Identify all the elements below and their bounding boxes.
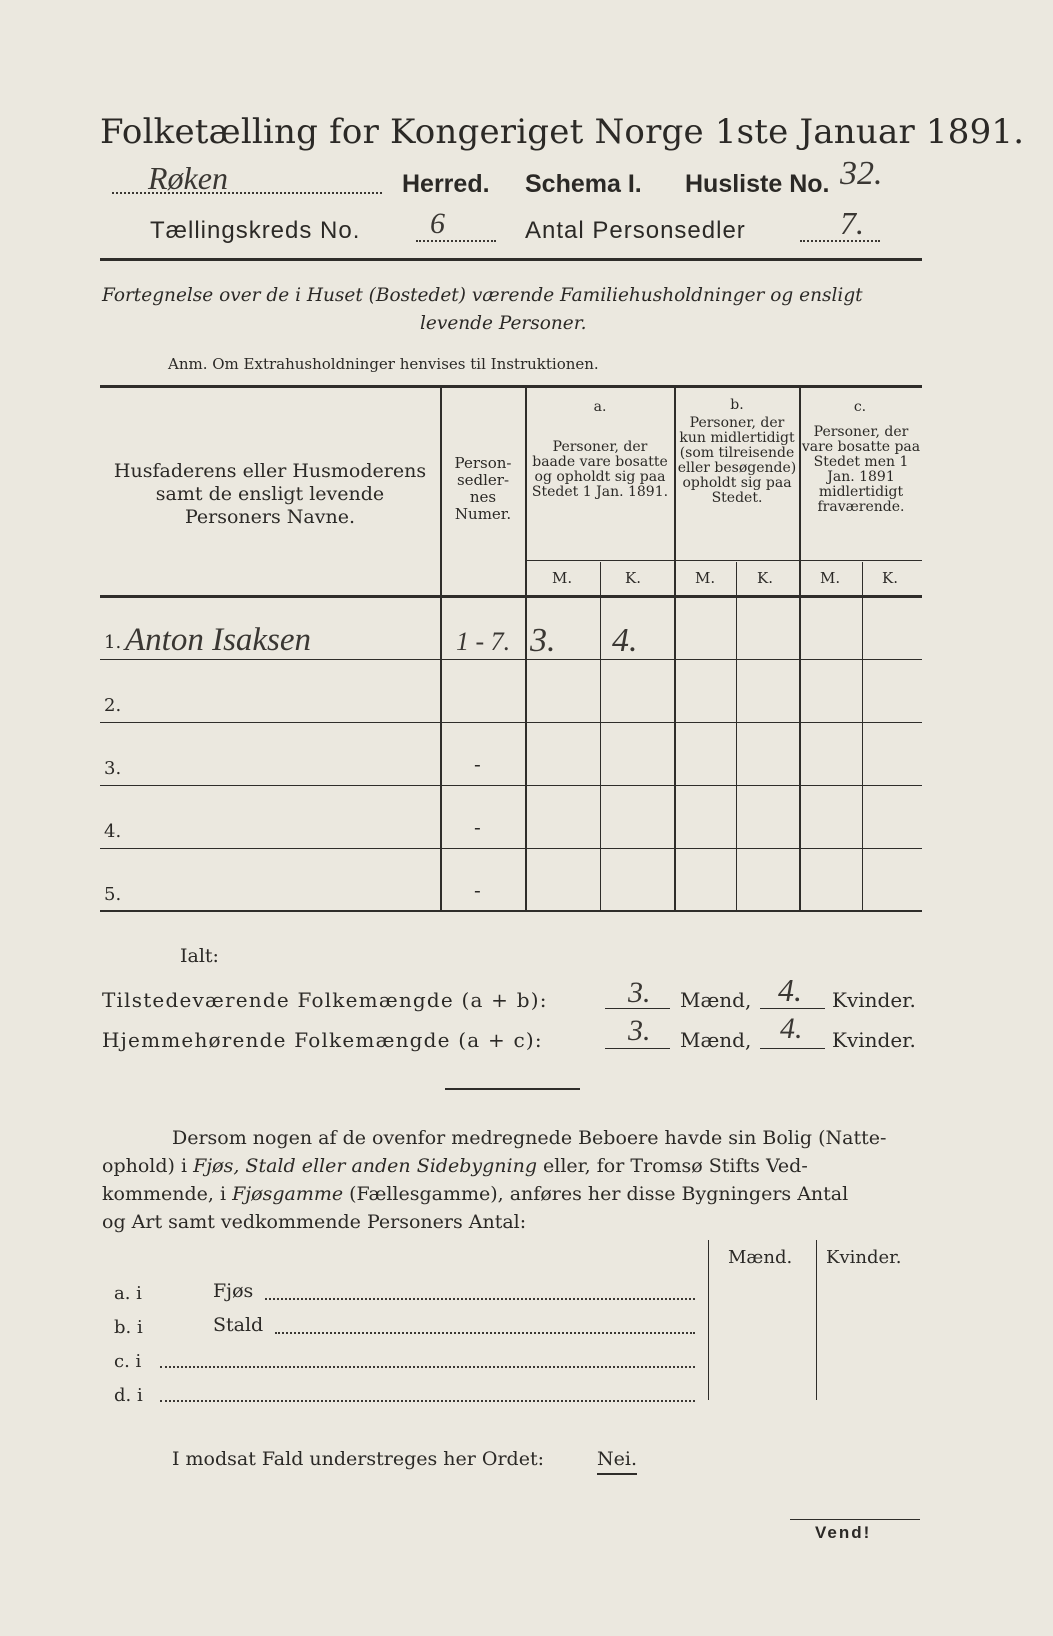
row-number: 1.: [104, 632, 122, 653]
tilstede-maend: Mænd,: [680, 988, 752, 1012]
item-dotline: [265, 1298, 695, 1300]
row-num: -: [474, 878, 481, 902]
intro-line-1: Fortegnelse over de i Huset (Bostedet) værende Familiehusholdninger og ensligt: [102, 285, 863, 306]
hjemme-kvinder: Kvinder.: [832, 1028, 916, 1052]
paragraph-line-3: kommende, i Fjøsgamme (Fællesgamme), anføres her disse Bygningers Antal: [102, 1183, 849, 1205]
row-number: 5.: [104, 884, 122, 905]
vend-label: Vend!: [815, 1523, 872, 1542]
row-a-k: 4.: [612, 622, 638, 659]
col-c-header: Personer, der vare bosatte paa Stedet men 1 Jan. 1891 midlertidigt fraværende.: [801, 424, 921, 515]
row-number: 3.: [104, 758, 122, 779]
kreds-value: 6: [430, 207, 445, 240]
personsedler-label: Antal Personsedler: [525, 217, 746, 244]
c-m-label: M.: [820, 569, 841, 587]
separator-rule: [445, 1088, 580, 1090]
table-vline: [862, 562, 863, 910]
col-name-header: Husfaderens eller Husmoderens samt de ensligt levende Personers Navne.: [113, 460, 427, 528]
form-title: Folketælling for Kongeriget Norge 1ste Januar 1891.: [100, 112, 1025, 152]
paragraph-line-4: og Art samt vedkommende Personers Antal:: [102, 1211, 527, 1233]
col-b-header: Personer, der kun midlertidigt (som tilreisende eller besøgende) opholdt sig paa Stedet.: [677, 415, 797, 506]
buildings-vline: [816, 1240, 817, 1400]
herred-label: Herred.: [402, 170, 490, 198]
header-rule: [100, 258, 922, 261]
kreds-label: Tællingskreds No.: [150, 217, 361, 244]
item-letter: b. i: [114, 1317, 143, 1338]
kreds-dotline: [416, 240, 496, 242]
row-num: -: [474, 752, 481, 776]
row-a-m: 3.: [530, 622, 556, 659]
table-vline: [525, 386, 527, 910]
row-num: 1 - 7.: [456, 627, 511, 656]
kvinder-column-head: Kvinder.: [826, 1247, 902, 1268]
item-letter: a. i: [114, 1283, 142, 1304]
item-letter: c. i: [114, 1351, 142, 1372]
buildings-vline: [708, 1240, 709, 1400]
item-text: Fjøs: [213, 1280, 254, 1302]
tilstede-m-value: 3.: [628, 976, 651, 1009]
table-vline: [440, 386, 442, 910]
nei-word: Nei.: [597, 1448, 637, 1475]
item-letter: d. i: [114, 1385, 143, 1406]
col-a-letter: a.: [593, 399, 607, 415]
vend-rule: [790, 1519, 920, 1520]
row-num: -: [474, 815, 481, 839]
row-rule: [100, 785, 922, 786]
ialt-label: Ialt:: [180, 945, 219, 967]
tilstede-k-value: 4.: [778, 972, 802, 1008]
col-c-letter: c.: [853, 399, 867, 415]
table-subhead-rule: [525, 560, 922, 561]
a-m-label: M.: [552, 569, 573, 587]
b-m-label: M.: [695, 569, 716, 587]
table-vline: [674, 386, 676, 910]
row-rule: [100, 659, 922, 660]
item-dotline: [275, 1332, 695, 1334]
tilstede-label: Tilstedeværende Folkemængde (a + b):: [102, 988, 548, 1012]
table-vline: [600, 562, 601, 910]
table-vline: [736, 562, 737, 910]
maend-column-head: Mænd.: [728, 1247, 793, 1268]
col-num-header: Person-sedler-nes Numer.: [454, 454, 512, 523]
b-k-label: K.: [757, 569, 773, 587]
hjemme-k-line: [760, 1048, 825, 1049]
col-a-header: Personer, der baade vare bosatte og opholdt sig paa Stedet 1 Jan. 1891.: [531, 439, 669, 500]
paragraph-line-2: ophold) i Fjøs, Stald eller anden Sidebygning eller, for Tromsø Stifts Ved-: [102, 1155, 808, 1177]
hjemme-maend: Mænd,: [680, 1028, 752, 1052]
item-text: Stald: [213, 1314, 264, 1336]
row-rule: [100, 848, 922, 849]
husliste-label: Husliste No.: [685, 170, 830, 198]
hjemme-label: Hjemmehørende Folkemængde (a + c):: [102, 1028, 543, 1052]
anm-note: Anm. Om Extrahusholdninger henvises til Instruktionen.: [168, 355, 599, 373]
hjemme-k-value: 4.: [780, 1012, 803, 1045]
hjemme-m-value: 3.: [628, 1014, 651, 1047]
table-bottom-rule: [100, 910, 922, 912]
row-number: 4.: [104, 821, 122, 842]
intro-line-2: levende Personer.: [420, 313, 587, 334]
tilstede-kvinder: Kvinder.: [832, 988, 916, 1012]
row-number: 2.: [104, 695, 122, 716]
item-dotline: [160, 1400, 695, 1402]
schema-label: Schema I.: [525, 170, 642, 198]
row-rule: [100, 722, 922, 723]
c-k-label: K.: [882, 569, 898, 587]
item-dotline: [160, 1366, 695, 1368]
row-name: Anton Isaksen: [125, 622, 312, 658]
paragraph-line-1: Dersom nogen af de ovenfor medregnede Beboere havde sin Bolig (Natte-: [172, 1127, 887, 1149]
personsedler-value: 7.: [840, 205, 864, 241]
modsat-text: I modsat Fald understreges her Ordet:: [172, 1448, 544, 1470]
col-b-letter: b.: [730, 397, 744, 413]
herred-value: Røken: [148, 160, 228, 196]
a-k-label: K.: [625, 569, 641, 587]
hjemme-m-line: [605, 1048, 670, 1049]
husliste-value: 32.: [840, 155, 883, 192]
